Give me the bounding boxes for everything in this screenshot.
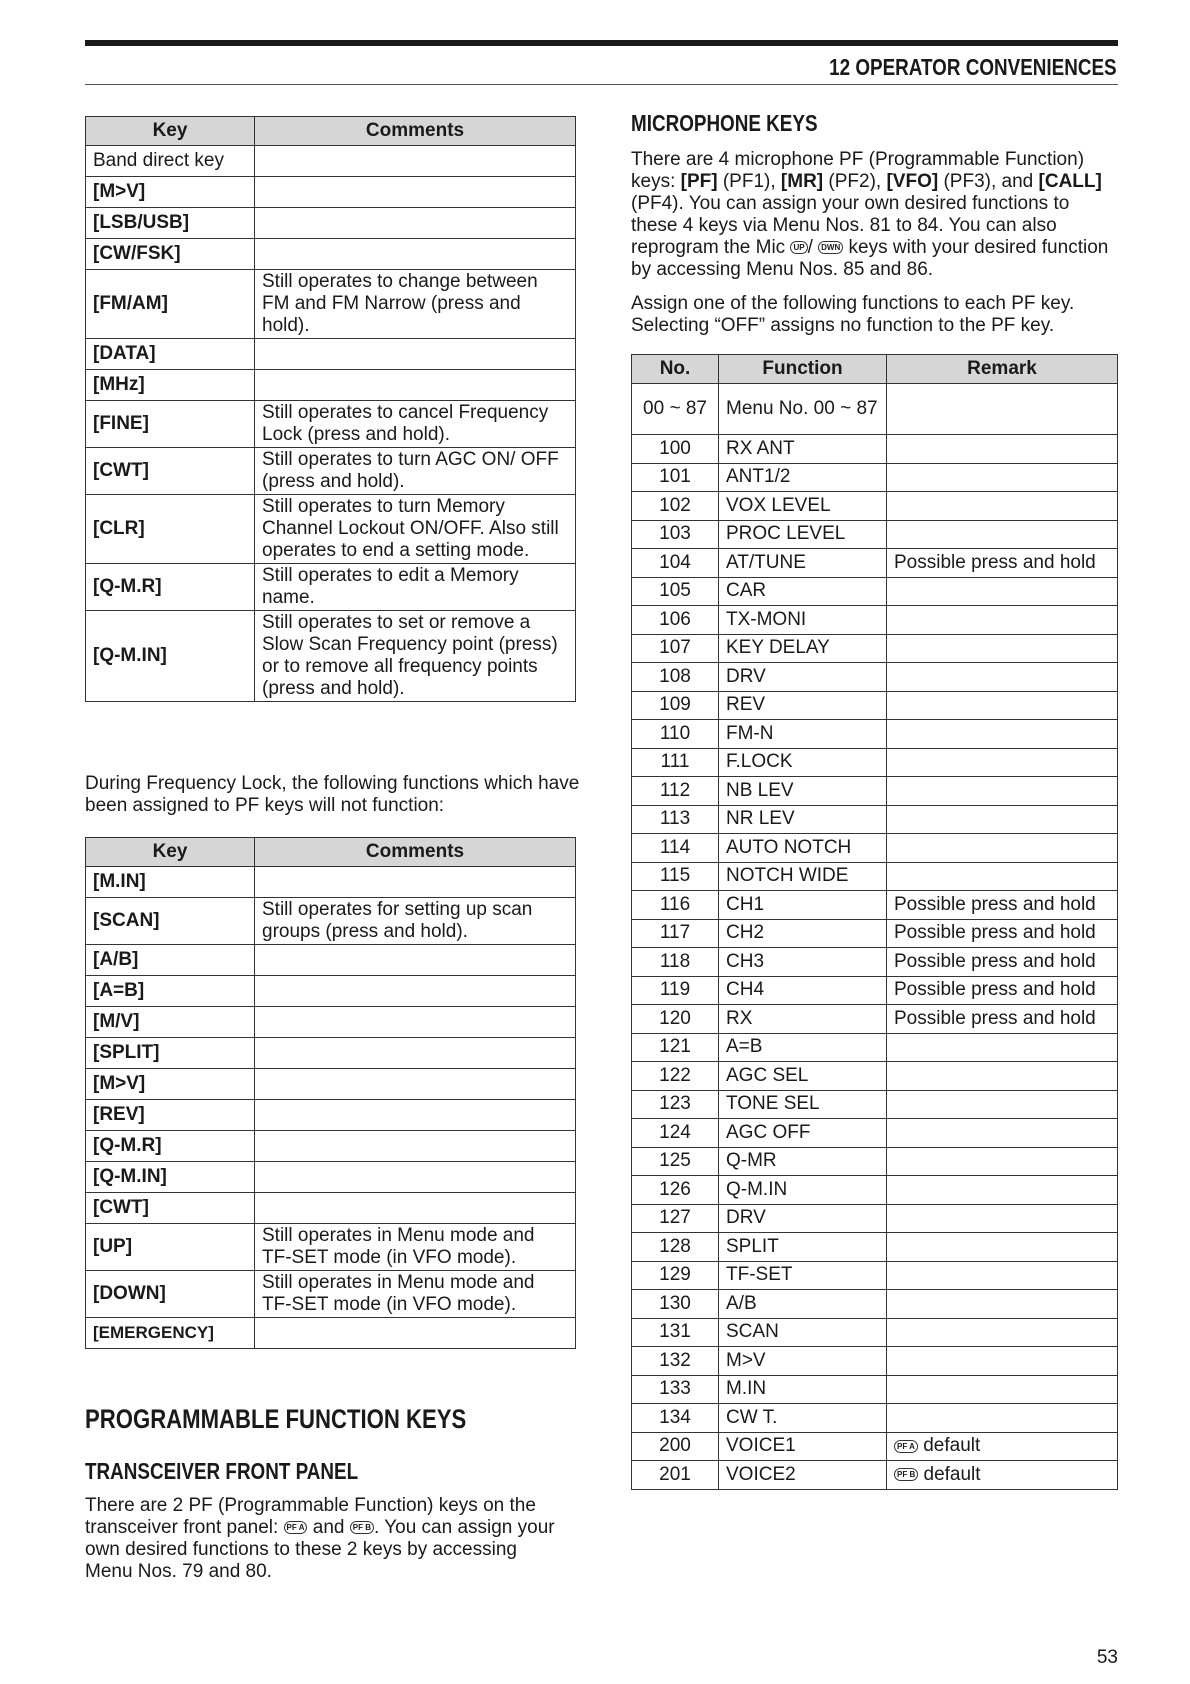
remark-cell	[887, 634, 1118, 663]
no-cell: 126	[632, 1176, 719, 1205]
table-row	[632, 1062, 1118, 1091]
section-title-pf-keys: PROGRAMMABLE FUNCTION KEYS	[85, 1404, 467, 1434]
key-cell: [Q-M.IN]	[86, 611, 255, 702]
no-cell: 201	[632, 1461, 719, 1490]
mic-key-pf: [PF]	[680, 171, 718, 192]
no-cell: 115	[632, 862, 719, 891]
table-row	[86, 177, 576, 208]
key-cell: [FM/AM]	[86, 270, 255, 339]
remark-cell	[887, 1318, 1118, 1347]
header-rule-thick	[85, 40, 1118, 46]
table-row	[632, 805, 1118, 834]
function-cell: CAR	[719, 577, 887, 606]
function-cell: RX	[719, 1005, 887, 1034]
comment-cell: Still operates to edit a Memory name.	[255, 564, 576, 611]
table-header-row	[86, 838, 576, 867]
remark-cell: Possible press and hold	[887, 948, 1118, 977]
comment-cell	[255, 1038, 576, 1069]
comment-cell	[255, 339, 576, 370]
table-header-row	[86, 117, 576, 146]
pf-a-key-icon: PF A	[284, 1521, 308, 1534]
key-cell: [Q-M.IN]	[86, 1162, 255, 1193]
table-row	[632, 948, 1118, 977]
remark-cell	[887, 1432, 1118, 1461]
key-cell: [M>V]	[86, 177, 255, 208]
function-cell: CH2	[719, 919, 887, 948]
mic-text-pf1: (PF1),	[722, 171, 776, 192]
mic-text-intro: There are 4 microphone PF (Programmable Function) keys:	[631, 149, 1085, 192]
remark-cell: Possible press and hold	[887, 976, 1118, 1005]
frequency-lock-keys-table	[85, 116, 576, 702]
function-cell: AGC SEL	[719, 1062, 887, 1091]
remark-cell	[887, 663, 1118, 692]
key-cell: [SCAN]	[86, 898, 255, 945]
key-cell: [DOWN]	[86, 1271, 255, 1318]
pf-a-key-icon: PF A	[894, 1440, 918, 1453]
function-cell: A=B	[719, 1033, 887, 1062]
comment-cell: Still operates to set or remove a Slow Scan Frequency point (press) or to remove all frequency points (press and hold).	[255, 611, 576, 702]
frequency-lock-note: During Frequency Lock, the following functions which have been assigned to PF keys will not function:	[85, 773, 580, 816]
remark-cell	[887, 492, 1118, 521]
function-cell: TX-MONI	[719, 606, 887, 635]
mic-text-reprogram: keys with your desired function by accessing Menu Nos. 85 and 86.	[631, 237, 1109, 280]
table-row	[86, 976, 576, 1007]
no-cell: 114	[632, 834, 719, 863]
key-cell: [A=B]	[86, 976, 255, 1007]
function-cell: VOICE1	[719, 1432, 887, 1461]
table-row	[86, 945, 576, 976]
column-header-comments: Comments	[255, 117, 576, 146]
table-row	[86, 208, 576, 239]
key-cell: Band direct key	[86, 146, 255, 177]
mic-key-call: [CALL]	[1038, 171, 1102, 192]
no-cell: 121	[632, 1033, 719, 1062]
table-row	[86, 1038, 576, 1069]
remark-cell	[887, 1204, 1118, 1233]
table-row	[632, 1432, 1118, 1461]
remark-cell	[887, 1233, 1118, 1262]
remark-suffix: default	[923, 1435, 981, 1457]
key-cell: [M.IN]	[86, 867, 255, 898]
table-row	[86, 401, 576, 448]
column-header-key: Key	[86, 838, 255, 867]
key-cell: [DATA]	[86, 339, 255, 370]
remark-cell: Possible press and hold	[887, 919, 1118, 948]
table-row	[632, 384, 1118, 435]
table-row	[86, 1162, 576, 1193]
remark-cell	[887, 805, 1118, 834]
column-header-remark: Remark	[887, 355, 1118, 384]
remark-cell	[887, 463, 1118, 492]
key-cell: [CW/FSK]	[86, 239, 255, 270]
key-cell: [Q-M.R]	[86, 1131, 255, 1162]
function-cell: M>V	[719, 1347, 887, 1376]
table-row	[86, 1131, 576, 1162]
table-row	[86, 611, 576, 702]
comment-cell	[255, 1193, 576, 1224]
chapter-title: 12 OPERATOR CONVENIENCES	[829, 54, 1117, 80]
no-cell: 116	[632, 891, 719, 920]
table-row	[632, 919, 1118, 948]
column-header-function: Function	[719, 355, 887, 384]
no-cell: 129	[632, 1261, 719, 1290]
no-cell: 107	[632, 634, 719, 663]
table-row	[632, 748, 1118, 777]
table-row	[632, 976, 1118, 1005]
key-cell: [CWT]	[86, 1193, 255, 1224]
table-row	[86, 1224, 576, 1271]
key-cell: [EMERGENCY]	[86, 1318, 255, 1349]
function-cell: VOX LEVEL	[719, 492, 887, 521]
comment-cell	[255, 208, 576, 239]
function-cell: NOTCH WIDE	[719, 862, 887, 891]
no-cell: 131	[632, 1318, 719, 1347]
table-row	[632, 1375, 1118, 1404]
no-cell: 101	[632, 463, 719, 492]
section-title-microphone-keys: MICROPHONE KEYS	[631, 110, 818, 136]
no-cell: 108	[632, 663, 719, 692]
no-cell: 113	[632, 805, 719, 834]
function-cell: REV	[719, 691, 887, 720]
no-cell: 128	[632, 1233, 719, 1262]
comment-cell	[255, 1131, 576, 1162]
no-cell: 00 ~ 87	[632, 384, 719, 435]
remark-cell	[887, 1176, 1118, 1205]
function-cell: SCAN	[719, 1318, 887, 1347]
no-cell: 112	[632, 777, 719, 806]
function-cell: F.LOCK	[719, 748, 887, 777]
table-row	[632, 1404, 1118, 1433]
key-cell: [CLR]	[86, 495, 255, 564]
mic-dwn-key-icon: DWN	[818, 241, 843, 254]
table-row	[86, 1318, 576, 1349]
remark-cell: Possible press and hold	[887, 891, 1118, 920]
table-row	[632, 606, 1118, 635]
function-cell: TONE SEL	[719, 1090, 887, 1119]
and-text: and	[312, 1517, 345, 1538]
microphone-paragraph-1	[631, 149, 1121, 281]
function-cell: AGC OFF	[719, 1119, 887, 1148]
table-row	[86, 339, 576, 370]
table-row	[632, 520, 1118, 549]
table-row	[86, 239, 576, 270]
function-cell: M.IN	[719, 1375, 887, 1404]
table-row	[86, 1069, 576, 1100]
key-cell: [MHz]	[86, 370, 255, 401]
comment-cell: Still operates to turn Memory Channel Lockout ON/OFF. Also still operates to end a setting mode.	[255, 495, 576, 564]
mic-text-pf2: (PF2),	[828, 171, 882, 192]
microphone-paragraph-2: Assign one of the following functions to each PF key. Selecting “OFF” assigns no function to the PF key.	[631, 293, 1075, 336]
function-cell: Menu No. 00 ~ 87	[719, 384, 887, 435]
table-row	[86, 898, 576, 945]
remark-cell	[887, 777, 1118, 806]
table-row	[632, 492, 1118, 521]
comment-cell: Still operates in Menu mode and TF-SET mode (in VFO mode).	[255, 1271, 576, 1318]
mic-key-mr: [MR]	[780, 171, 824, 192]
table-row	[86, 146, 576, 177]
table-row	[86, 270, 576, 339]
column-header-comments: Comments	[255, 838, 576, 867]
mic-text-pf3: (PF3), and	[943, 171, 1034, 192]
key-cell: [CWT]	[86, 448, 255, 495]
no-cell: 110	[632, 720, 719, 749]
comment-cell	[255, 1007, 576, 1038]
no-cell: 119	[632, 976, 719, 1005]
table-row	[632, 891, 1118, 920]
function-cell: CH4	[719, 976, 887, 1005]
table-row	[632, 1318, 1118, 1347]
key-cell: [Q-M.R]	[86, 564, 255, 611]
table-row	[86, 448, 576, 495]
table-row	[86, 370, 576, 401]
remark-cell	[887, 1461, 1118, 1490]
remark-cell	[887, 720, 1118, 749]
function-cell: NR LEV	[719, 805, 887, 834]
remark-cell	[887, 862, 1118, 891]
table-row	[632, 1347, 1118, 1376]
no-cell: 102	[632, 492, 719, 521]
no-cell: 109	[632, 691, 719, 720]
table-row	[632, 777, 1118, 806]
no-cell: 130	[632, 1290, 719, 1319]
function-cell: KEY DELAY	[719, 634, 887, 663]
remark-cell	[887, 748, 1118, 777]
page-number: 53	[1096, 1647, 1118, 1668]
comment-cell	[255, 1318, 576, 1349]
no-cell: 100	[632, 435, 719, 464]
table-row	[632, 720, 1118, 749]
remark-cell	[887, 1347, 1118, 1376]
remark-cell	[887, 834, 1118, 863]
comment-cell	[255, 1162, 576, 1193]
function-cell: NB LEV	[719, 777, 887, 806]
remark-cell	[887, 1090, 1118, 1119]
table-row	[86, 1007, 576, 1038]
table-row	[632, 1290, 1118, 1319]
no-cell: 123	[632, 1090, 719, 1119]
no-cell: 127	[632, 1204, 719, 1233]
table-row	[632, 834, 1118, 863]
no-cell: 111	[632, 748, 719, 777]
no-cell: 104	[632, 549, 719, 578]
remark-cell	[887, 606, 1118, 635]
pf-b-key-icon: PF B	[894, 1468, 918, 1481]
function-cell: SPLIT	[719, 1233, 887, 1262]
no-cell: 103	[632, 520, 719, 549]
front-panel-text: There are 2 PF (Programmable Function) keys on the transceiver front panel:	[85, 1495, 536, 1538]
table-row	[632, 1176, 1118, 1205]
pf-function-table	[631, 354, 1118, 1490]
function-cell: CH3	[719, 948, 887, 977]
no-cell: 105	[632, 577, 719, 606]
table-header-row	[632, 355, 1118, 384]
function-cell: DRV	[719, 1204, 887, 1233]
remark-cell	[887, 1290, 1118, 1319]
no-cell: 117	[632, 919, 719, 948]
mic-up-key-icon: UP	[790, 241, 807, 254]
table-row	[632, 1147, 1118, 1176]
table-row	[632, 1033, 1118, 1062]
comment-cell	[255, 370, 576, 401]
front-panel-paragraph	[85, 1495, 565, 1583]
slash-text: /	[807, 237, 813, 258]
table-row	[632, 1005, 1118, 1034]
no-cell: 118	[632, 948, 719, 977]
comment-cell	[255, 867, 576, 898]
remark-cell	[887, 1033, 1118, 1062]
table-row	[632, 577, 1118, 606]
key-cell: [FINE]	[86, 401, 255, 448]
function-cell: PROC LEVEL	[719, 520, 887, 549]
table-row	[86, 867, 576, 898]
table-row	[632, 1461, 1118, 1490]
function-cell: Q-MR	[719, 1147, 887, 1176]
remark-cell	[887, 577, 1118, 606]
table-row	[86, 564, 576, 611]
function-cell: AT/TUNE	[719, 549, 887, 578]
key-cell: [A/B]	[86, 945, 255, 976]
table-row	[632, 1233, 1118, 1262]
function-cell: A/B	[719, 1290, 887, 1319]
comment-cell: Still operates to turn AGC ON/ OFF (press and hold).	[255, 448, 576, 495]
comment-cell	[255, 1069, 576, 1100]
table-row	[632, 634, 1118, 663]
key-cell: [UP]	[86, 1224, 255, 1271]
table-row	[632, 1204, 1118, 1233]
comment-cell: Still operates in Menu mode and TF-SET mode (in VFO mode).	[255, 1224, 576, 1271]
no-cell: 133	[632, 1375, 719, 1404]
function-cell: FM-N	[719, 720, 887, 749]
remark-cell: Possible press and hold	[887, 1005, 1118, 1034]
remark-cell	[887, 435, 1118, 464]
function-cell: Q-M.IN	[719, 1176, 887, 1205]
function-cell: ANT1/2	[719, 463, 887, 492]
comment-cell: Still operates to change between FM and FM Narrow (press and hold).	[255, 270, 576, 339]
remark-cell	[887, 1147, 1118, 1176]
front-panel-text-2: . You can assign your own desired functions to these 2 keys by accessing Menu Nos. 79 and 80.	[85, 1517, 555, 1582]
comment-cell: Still operates to cancel Frequency Lock (press and hold).	[255, 401, 576, 448]
no-cell: 134	[632, 1404, 719, 1433]
function-cell: RX ANT	[719, 435, 887, 464]
header-rule-thin	[85, 84, 1118, 85]
comment-cell	[255, 239, 576, 270]
remark-cell	[887, 1404, 1118, 1433]
key-cell: [M/V]	[86, 1007, 255, 1038]
table-row	[632, 549, 1118, 578]
comment-cell	[255, 1100, 576, 1131]
function-cell: CW T.	[719, 1404, 887, 1433]
remark-cell: Possible press and hold	[887, 549, 1118, 578]
table-row	[632, 435, 1118, 464]
function-cell: CH1	[719, 891, 887, 920]
remark-cell	[887, 520, 1118, 549]
comment-cell	[255, 945, 576, 976]
function-cell: AUTO NOTCH	[719, 834, 887, 863]
pf-keys-disabled-table	[85, 837, 576, 1349]
subsection-title-front-panel: TRANSCEIVER FRONT PANEL	[85, 1458, 359, 1484]
table-row	[86, 1193, 576, 1224]
mic-text-pf4: (PF4). You can assign your own desired functions to these 4 keys via Menu Nos. 81 to 84. You can also reprogram the Mic	[631, 193, 1070, 258]
table-row	[632, 1261, 1118, 1290]
comment-cell	[255, 976, 576, 1007]
table-row	[632, 463, 1118, 492]
comment-cell: Still operates for setting up scan groups (press and hold).	[255, 898, 576, 945]
no-cell: 125	[632, 1147, 719, 1176]
table-row	[632, 663, 1118, 692]
remark-suffix: default	[923, 1463, 981, 1485]
no-cell: 122	[632, 1062, 719, 1091]
mic-key-vfo: [VFO]	[886, 171, 939, 192]
column-header-key: Key	[86, 117, 255, 146]
key-cell: [LSB/USB]	[86, 208, 255, 239]
remark-cell	[887, 1062, 1118, 1091]
remark-cell	[887, 691, 1118, 720]
pf-b-key-icon: PF B	[350, 1521, 374, 1534]
no-cell: 124	[632, 1119, 719, 1148]
remark-cell	[887, 1119, 1118, 1148]
function-cell: DRV	[719, 663, 887, 692]
column-header-no: No.	[632, 355, 719, 384]
no-cell: 106	[632, 606, 719, 635]
table-row	[86, 1100, 576, 1131]
no-cell: 120	[632, 1005, 719, 1034]
function-cell: VOICE2	[719, 1461, 887, 1490]
table-row	[632, 691, 1118, 720]
comment-cell	[255, 177, 576, 208]
remark-cell	[887, 1375, 1118, 1404]
key-cell: [SPLIT]	[86, 1038, 255, 1069]
function-cell: TF-SET	[719, 1261, 887, 1290]
key-cell: [M>V]	[86, 1069, 255, 1100]
table-row	[632, 862, 1118, 891]
no-cell: 200	[632, 1432, 719, 1461]
remark-cell	[887, 1261, 1118, 1290]
no-cell: 132	[632, 1347, 719, 1376]
comment-cell	[255, 146, 576, 177]
remark-cell	[887, 384, 1118, 435]
table-row	[632, 1119, 1118, 1148]
table-row	[86, 1271, 576, 1318]
table-row	[632, 1090, 1118, 1119]
key-cell: [REV]	[86, 1100, 255, 1131]
table-row	[86, 495, 576, 564]
